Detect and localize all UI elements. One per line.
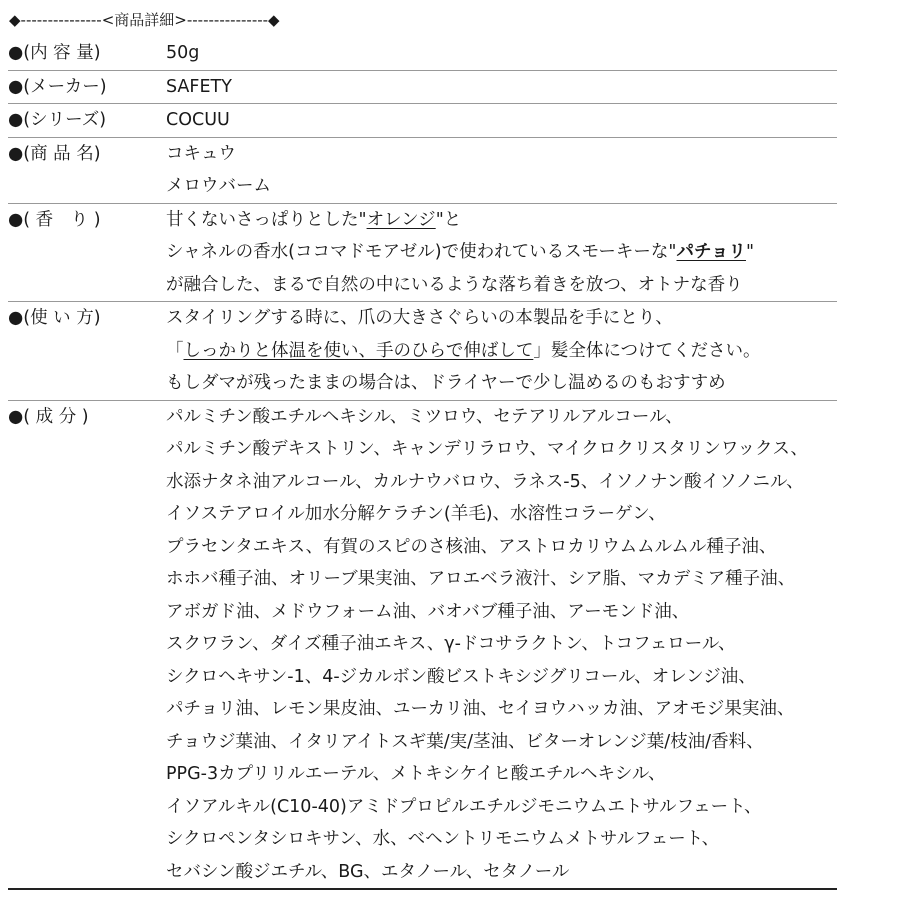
detail-label: ●(メーカー) [8, 76, 107, 97]
text-segment: セバシン酸ジエチル、BG、エタノール、セタノール [166, 861, 570, 882]
detail-row [8, 138, 837, 204]
detail-value-line [166, 104, 837, 137]
detail-value [166, 138, 837, 203]
text-segment: パルミチン酸エチルヘキシル、ミツロウ、セテアリルアルコール、 [166, 406, 683, 427]
underlined-text: しっかりと体温を使い、手のひらで伸ばして [183, 340, 534, 361]
detail-value-line [166, 170, 837, 203]
detail-value-line [166, 563, 837, 596]
text-segment: " [745, 242, 755, 262]
product-details-table [8, 37, 837, 890]
text-segment: COCUU [166, 110, 230, 130]
detail-row [8, 71, 837, 105]
text-segment: "と [435, 209, 462, 230]
text-segment: チョウジ葉油、イタリアイトスギ葉/実/茎油、ビターオレンジ葉/枝油/香料、 [166, 731, 764, 752]
detail-value-line [166, 596, 837, 629]
detail-row [8, 37, 837, 71]
text-segment: パチョリ油、レモン果皮油、ユーカリ油、セイヨウハッカ油、アオモジ果実油、 [166, 699, 795, 719]
detail-row [8, 401, 837, 891]
text-segment: シクロペンタシロキサン、水、ベヘントリモニウムメトサルフェート、 [166, 829, 720, 849]
detail-value-line [166, 367, 837, 400]
text-segment: 50g [166, 43, 200, 63]
detail-value-line [166, 628, 837, 661]
detail-label: ●(使 い 方) [8, 308, 101, 328]
text-segment: プラセンタエキス、有賀のスピのさ核油、アストロカリウムムルムル種子油、 [166, 536, 777, 557]
detail-value-line [166, 335, 837, 368]
detail-value-line [166, 791, 837, 824]
detail-row [8, 204, 837, 303]
text-segment: スクワラン、ダイズ種子油エキス、γ-ドコサラクトン、トコフェロール、 [166, 634, 736, 654]
detail-value [166, 104, 837, 137]
detail-value [166, 401, 837, 889]
detail-value-line [166, 466, 837, 499]
underlined-bold-text: パチョリ [676, 242, 746, 262]
detail-value-line [166, 758, 837, 791]
detail-value-line [166, 433, 837, 466]
detail-value-line [166, 71, 837, 104]
detail-label: ●(商 品 名) [8, 143, 101, 164]
detail-label: ●(シリーズ) [8, 110, 107, 130]
detail-value-line [166, 531, 837, 564]
detail-value-line [166, 856, 837, 889]
detail-value [166, 37, 837, 70]
detail-value-line [166, 37, 837, 70]
text-segment: 甘くないさっぱりとした" [166, 209, 367, 230]
detail-value-line [166, 138, 837, 171]
detail-value-line [166, 204, 837, 237]
text-segment: 」髪全体につけてください。 [533, 340, 761, 361]
detail-value [166, 71, 837, 104]
text-segment: ホホバ種子油、オリーブ果実油、アロエベラ液汁、シア脂、マカデミア種子油、 [166, 569, 796, 589]
detail-label: ●( 成 分 ) [8, 406, 89, 427]
detail-value-line [166, 401, 837, 434]
text-segment: パルミチン酸デキストリン、キャンデリラロウ、マイクロクリスタリンワックス、 [166, 439, 808, 459]
detail-value-line [166, 302, 837, 335]
text-segment: SAFETY [166, 76, 232, 97]
text-segment: が融合した、まるで自然の中にいるような落ち着きを放つ、オトナな香り [166, 274, 743, 295]
text-segment: コキュウ [166, 143, 236, 164]
detail-value-line [166, 236, 837, 269]
detail-label: ●(内 容 量) [8, 43, 101, 63]
detail-value-line [166, 823, 837, 856]
text-segment: シクロヘキサン-1、4-ジカルボン酸ビストキシジグリコール、オレンジ油、 [166, 666, 756, 687]
text-segment: もしダマが残ったままの場合は、ドライヤーで少し温めるのもおすすめ [166, 373, 726, 393]
text-segment: PPG-3カプリリルエーテル、メトキシケイヒ酸エチルヘキシル、 [166, 764, 666, 784]
detail-value [166, 302, 837, 400]
text-segment: イソステアロイル加水分解ケラチン(羊毛)、水溶性コラーゲン、 [166, 504, 666, 524]
detail-value-line [166, 693, 837, 726]
underlined-text: オレンジ [366, 209, 436, 230]
detail-value-line [166, 269, 837, 302]
detail-value-line [166, 661, 837, 694]
text-segment: 水添ナタネ油アルコール、カルナウバロウ、ラネス-5、イソノナン酸イソノニル、 [166, 471, 804, 492]
detail-value [166, 204, 837, 302]
detail-row [8, 302, 837, 401]
detail-value-line [166, 498, 837, 531]
text-segment: アボガド油、メドウフォーム油、バオバブ種子油、アーモンド油、 [166, 601, 690, 622]
detail-value-line [166, 726, 837, 759]
text-segment: シャネルの香水(ココマドモアゼル)で使われているスモーキーな" [166, 242, 677, 262]
text-segment: スタイリングする時に、爪の大きさぐらいの本製品を手にとり、 [166, 308, 673, 328]
detail-label: ●( 香 り ) [8, 209, 101, 230]
detail-row [8, 104, 837, 138]
text-segment: イソアルキル(C10-40)アミドプロピルエチルジモニウムエトサルフェート、 [166, 796, 762, 817]
text-segment: 「 [166, 340, 184, 361]
text-segment: メロウバーム [166, 176, 271, 196]
section-header: ◆---------------<商品詳細>---------------◆ [9, 11, 280, 29]
